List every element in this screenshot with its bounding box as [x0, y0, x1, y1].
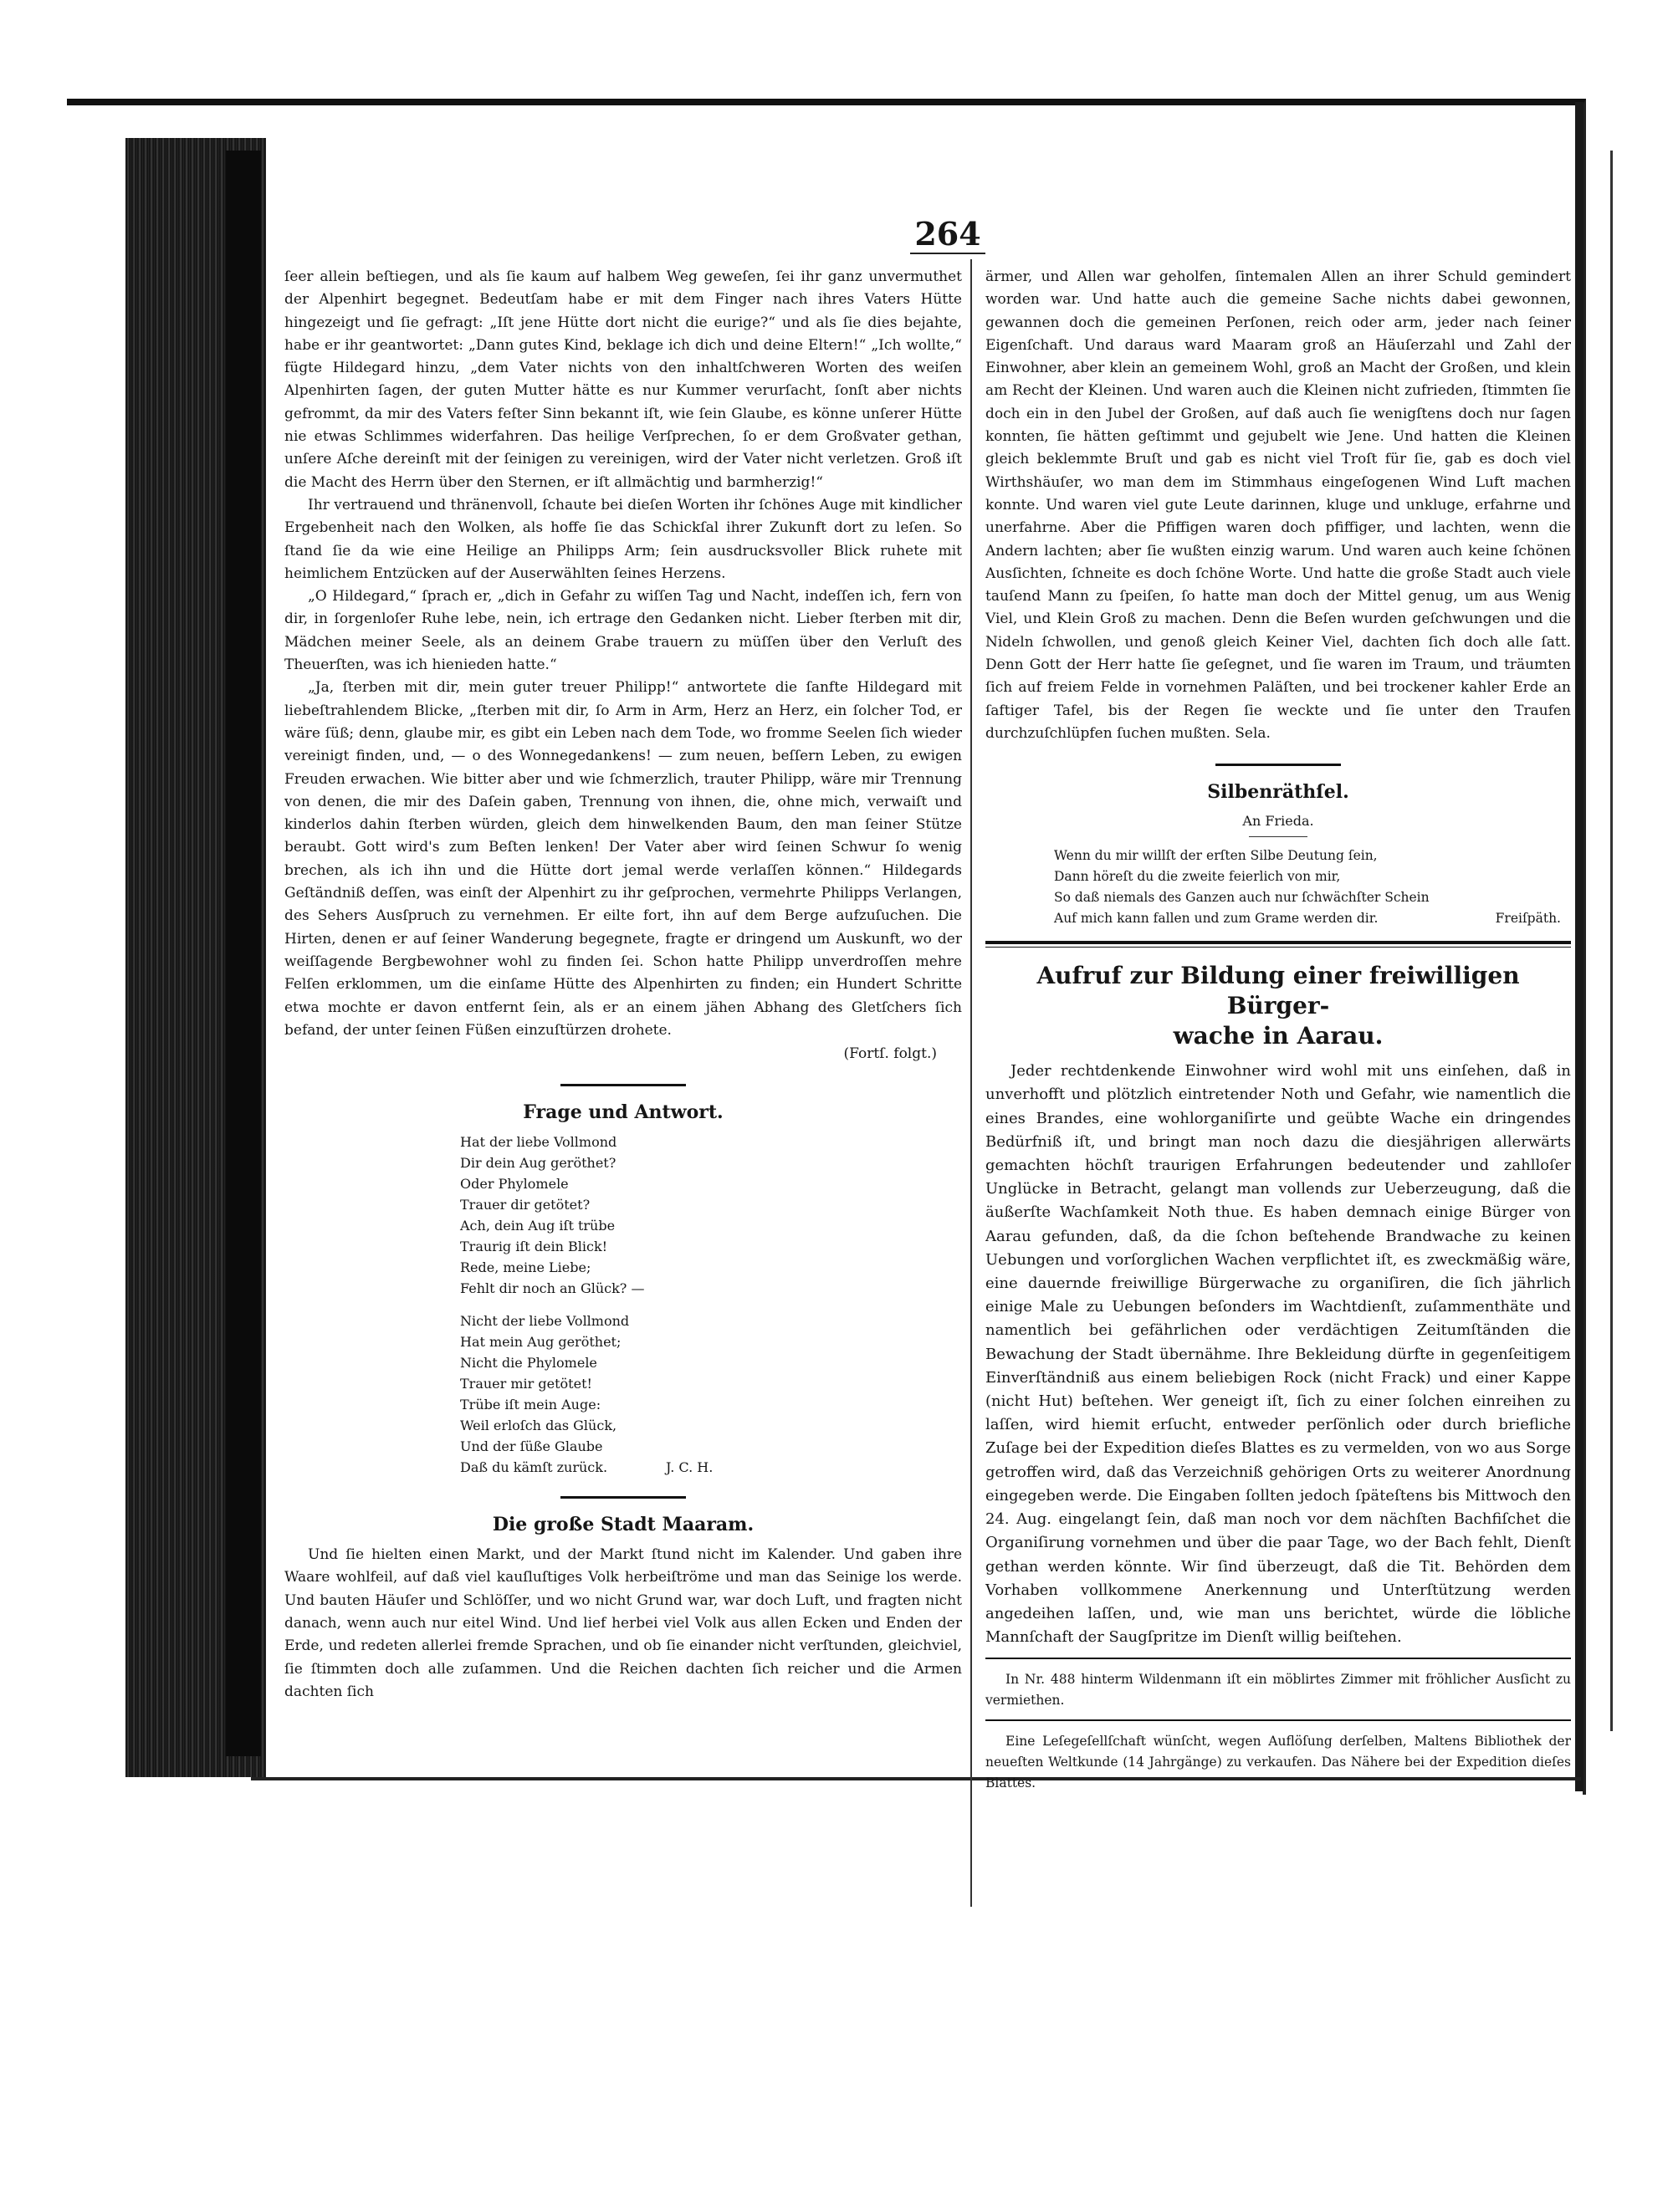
maaram-text: Und ſie hielten einen Markt, und der Markt ſtund nicht im Kalender. Und gaben ihre Waare wohlfeil, auf daß viel kauſluſtiges Volk herbeiſtröme und man das Seinige los werde. Und bauten Häuſer und Schlöſſer, und wo nicht Grund war, war doch Luft, und fragten nicht danach, wenn auch nur eitel Wind. Und lief herbei viel Volk aus allen Ecken und Enden der Erde, und redeten allerlei fremde Sprachen, und ob ſie einander nicht verſtunden, gleichviel, ſie ſtimmten doch alle zuſammen. Und die Reichen dachten ſich reicher und die Armen dachten ſich: [284, 1546, 962, 1700]
poem-line: Dir dein Aug geröthet?: [460, 1155, 617, 1172]
riddle-title: Silbenräthſel.: [1207, 781, 1349, 804]
poem-line: Rede, meine Liebe;: [460, 1259, 591, 1276]
story-continued-note: (Fortſ. folgt.): [843, 1045, 937, 1063]
poem-line: Fehlt dir noch an Glück? —: [460, 1280, 645, 1297]
riddle-line: [1054, 908, 1571, 929]
poem-line: Trauer dir getötet?: [460, 1197, 591, 1213]
riddle-line: Dann höreſt du die zweite feierlich von mir,: [1054, 869, 1341, 885]
poem-line: Weil erloſch das Glück,: [460, 1418, 617, 1434]
poem-line: Traurig iſt dein Blick!: [460, 1239, 608, 1255]
poem: [460, 1132, 962, 1478]
right-column: [985, 266, 1571, 1905]
riddle-line: So daß niemals des Ganzen auch nur ſchwächſter Schein: [1054, 890, 1430, 906]
poem-line: Ach, dein Aug iſt trübe: [460, 1218, 616, 1234]
poem-line: Nicht die Phylomele: [460, 1355, 597, 1372]
maaram-title: Die große Stadt Maaram.: [492, 1514, 755, 1536]
poem-line: Trübe iſt mein Auge:: [460, 1397, 601, 1413]
column-rule: [970, 259, 972, 1907]
page-number: 264: [910, 216, 985, 254]
riddle-line: Wenn du mir willſt der erſten Silbe Deutung ſein,: [1054, 848, 1378, 864]
story-paragraph: „O Hildegard,“ ſprach er, „dich in Gefahr zu wiſſen Tag und Nacht, indeſſen ich, fern von dir, in ſorgenloſer Ruhe lebe, nein, ich ertrage den Gedanken nicht. Lieber ſterben mit dir, Mädchen meiner Seele, als an deinem Grabe trauern zu müſſen über den Verluſt des Theuerſten, was ich hienieden hatte.“: [284, 588, 962, 674]
section-divider: [560, 1084, 686, 1086]
poem-line: [460, 1457, 962, 1478]
maaram-text-continued: ärmer, und Allen war geholfen, ſintemalen Allen an ihrer Schuld gemindert worden war. Und hatte auch die gemeine Sache nichts dabei gewonnen, gewannen doch die gemeinen Perſonen, reich oder arm, jeder nach ſeiner Eigenſchaft. Und daraus ward Maaram groß an Häuſerzahl und Zahl der Einwohner, aber klein an gemeinem Wohl, groß an Macht der Großen, und klein am Recht der Kleinen. Und waren auch die Kleinen nicht zufrieden, ſtimmten ſie doch ein in den Jubel der Großen, auf daß auch ſie wenigſtens doch nur ſagen konnten, ſie hätten geſtimmt und gejubelt wie Jene. Und hatten die Kleinen gleich beklemmte Bruſt und gab es nicht viel Troſt für ſie, gab es doch viel Wirthshäuſer, wo man dem im Stimmhaus eingeſogenen Wind Luft machen konnte. Und waren viel gute Leute darinnen, kluge und unkluge, erfahrne und unerfahrne. Aber die Pfiffigen waren doch pfiffiger, und lachten, wenn die Andern lachten; aber ſie wußten einzig warum. Und waren auch keine ſchönen Ausſichten, ſchneite es doch ſchöne Worte. Und hatte die große Stadt auch viele tauſend Mann zu ſpeiſen, ſo hatte man doch der Mittel genug, um aus Wenig Viel, und Klein Groß zu machen. Denn die Beſen wurden geſchwungen und die Nideln ſchwollen, und genoß gleich Keiner Viel, dachten ſich doch alle ſatt. Denn Gott der Herr hatte ſie geſegnet, und ſie waren im Traum, und träumten ſich auf freiem Felde in vornehmen Paläſten, und bei trockener kahler Erde an ſaftiger Tafel, bis der Regen ſie weckte und ſie unter den Traufen durchzuſchlüpfen ſuchen mußten. Sela.: [985, 268, 1571, 742]
riddle: [1054, 845, 1571, 929]
call-title-line: wache in Aarau.: [1173, 1022, 1384, 1050]
advertisement: Eine Leſegeſellſchaft wünſcht, wegen Auflöſung derſelben, Maltens Bibliothek der neueſten Weltkunde (14 Jahrgänge) zu verkaufen. Das Nähere bei der Expedition dieſes Blattes.: [985, 1734, 1571, 1791]
book-gutter: [226, 151, 261, 1756]
poem-line-text: Daß du kämſt zurück.: [460, 1459, 608, 1476]
call-text: Jeder rechtdenkende Einwohner wird wohl mit uns einſehen, daß in unverhofft und plötzlich eintretender Noth und Gefahr, wie namentlich die eines Brandes, eine wohlorganiſirte und geübte Wache ein dringendes Bedürfniß iſt, und bringt man noch dazu die diesjährigen allerwärts gemachten höchſt traurigen Erfahrungen bedeutender und zahlloſer Unglücke in Betracht, gelangt man vollends zur Ueberzeugung, daß die äußerſte Wachſamkeit Noth thue. Es haben demnach einige Bürger von Aarau gefunden, daß, da die ſchon beſtehende Brandwache zu keinen Uebungen und vorſorglichen Wachen verpflichtet iſt, es zweckmäßig wäre, eine dauernde freiwillige Bürgerwache zu organiſiren, die ſich jährlich einige Male zu Uebungen beſonders im Wachtdienſt, zuſammenthäte und namentlich bei gefährlichen oder verdächtigen Zeitumſtänden die Bewachung der Stadt übernähme. Ihre Bekleidung dürfte in gegenſeitigem Einverſtändniß aus einem beliebigen Rock (nicht Frack) und einer Kappe (nicht Hut) beſtehen. Wer geneigt iſt, ſich zu einer ſolchen einreihen zu laſſen, wird hiemit erſucht, entweder perſönlich oder durch briefliche Zuſage bei der Expedition dieſes Blattes es zu vermelden, von wo aus Sorge getroffen wird, daß das Verzeichniß gehörigen Orts zu weiterer Anordnung eingegeben werde. Die Eingaben ſollten jedoch ſpäteſtens bis Mittwoch den 24. Aug. eingelangt ſein, daß man noch vor dem nächſten Bachfiſchet die Organiſirung vornehmen und über die paar Tage, wo der Bach fehlt, Dienſt gethan werden könnte. Wir ſind überzeugt, daß die Tit. Behörden dem Vorhaben vollkommene Anerkennung und Unterſtützung werden angedeihen laſſen, und, wie man uns berichtet, würde die löbliche Mannſchaft der Saugſpritze im Dienſt willig beiſtehen.: [985, 1062, 1571, 1647]
riddle-line-text: Auf mich kann fallen und zum Grame werden dir.: [1054, 911, 1379, 927]
poem-title: Frage und Antwort.: [523, 1101, 724, 1124]
call-title: [985, 961, 1571, 1051]
ad-divider: [985, 1658, 1571, 1659]
story-paragraph: ſeer allein beſtiegen, und als ſie kaum auf halbem Weg geweſen, ſei ihr ganz unvermuthet der Alpenhirt begegnet. Bedeutſam habe er mit dem Finger nach ihres Vaters Hütte hingezeigt und ſie gefragt: „Iſt jene Hütte dort nicht die eurige?“ und als ſie dies bejahte, habe er ihr geantwortet: „Dann gutes Kind, beklage ich dich und deine Eltern!“ „Ich wollte,“ fügte Hildegard hinzu, „dem Vater nichts von den inhaltſchweren Worten des weiſen Alpenhirten ſagen, der guten Mutter hätte es nur Kummer verurſacht, ſonſt aber nichts gefrommt, da mir des Vaters feſter Sinn bekannt iſt, wie ſein Glaube, es könne unſerer Hütte nie etwas Schlimmes widerfahren. Das heilige Verſprechen, ſo er dem Großvater gethan, unſere Aſche dereinſt mit der ſeinigen zu vereinigen, wird der Vater nicht verletzen. Groß iſt die Macht des Herrn über den Sternen, er iſt allmächtig und barmherzig!“: [284, 268, 962, 491]
poem-line: Hat der liebe Vollmond: [460, 1134, 617, 1151]
poem-line: Nicht der liebe Vollmond: [460, 1313, 630, 1330]
riddle-dedication: An Frieda.: [1242, 813, 1314, 830]
story-paragraph: „Ja, ſterben mit dir, mein guter treuer Philipp!“ antwortete die ſanfte Hildegard mit liebeſtrahlendem Blicke, „ſterben mit dir, ſo Arm in Arm, Herz an Herz, ein ſolcher Tod, er wäre ſüß; denn, glaube mir, es gibt ein Leben nach dem Tode, wo fromme Seelen ſich wieder vereinigt finden, und, — o des Wonnegedankens! — zum neuen, beſſern Leben, zu ewigen Freuden erwachen. Wie bitter aber und wie ſchmerzlich, trauter Philipp, wäre mir Trennung von denen, die mir des Daſein gaben, Trennung von ihnen, die, ohne mich, verwaiſt und kinderlos dahin ſterben würden, gleich dem hinwelkenden Baum, den man ſeiner Stütze beraubt. Gott wird's zum Beſten lenken! Der Vater aber wird ſeinen Schwur ſo wenig brechen, als ich ihn und die Hütte dort jemal werde verlaſſen können.“ Hildegards Geſtändniß deſſen, was einſt der Alpenhirt zu ihr geſprochen, vermehrte Philipps Verlangen, des Sehers Ausſpruch zu vernehmen. Er eilte fort, ihn auf dem Berge aufzuſuchen. Die Hirten, denen er auf ſeiner Wanderung begegnete, fragte er dringend um Auskunft, wo der weiſſagende Bergbewohner wohl zu finden ſei. Schon hatte Philipp unverdroſſen mehre Felſen erklommen, um die einſame Hütte des Alpenhirten zu finden; ein Hundert Schritte etwa mochte er davon entfernt ſein, als er an einem jähen Abhang des Gletſchers ſich befand, der unter ſeinen Füßen einzuſtürzen drohete.: [284, 679, 962, 1039]
poem-line: Oder Phylomele: [460, 1176, 569, 1193]
section-divider: [560, 1496, 686, 1499]
poem-signature: J. C. H.: [666, 1459, 714, 1476]
left-column: [284, 266, 962, 1905]
ad-divider: [985, 1719, 1571, 1721]
poem-line: Hat mein Aug geröthet;: [460, 1334, 622, 1351]
poem-line: Trauer mir getötet!: [460, 1376, 592, 1392]
call-title-line: Aufruf zur Bildung einer freiwilligen Bürger-: [1036, 962, 1520, 1020]
advertisement: In Nr. 488 hinterm Wildenmann iſt ein möblirtes Zimmer mit fröhlicher Ausſicht zu vermiethen.: [985, 1672, 1571, 1709]
section-divider-double: [985, 941, 1571, 948]
section-divider: [1215, 764, 1341, 766]
riddle-author: Freiſpäth.: [1495, 911, 1561, 927]
page-right-edge-line: [1610, 151, 1613, 1731]
page-right-edge: [1575, 102, 1583, 1791]
story-paragraph: Ihr vertrauend und thränenvoll, ſchaute bei dieſen Worten ihr ſchönes Auge mit kindlicher Ergebenheit nach den Wolken, als hoffe ſie das Schickſal ihrer Zukunft dort zu leſen. So ſtand ſie da wie eine Heilige an Philipps Arm; ſein ausdrucksvoller Blick ruhete mit heimlichem Entzücken auf der Auserwählten ſeines Herzens.: [284, 496, 962, 582]
poem-line: Und der ſüße Glaube: [460, 1438, 603, 1455]
mini-divider: [1249, 836, 1307, 837]
